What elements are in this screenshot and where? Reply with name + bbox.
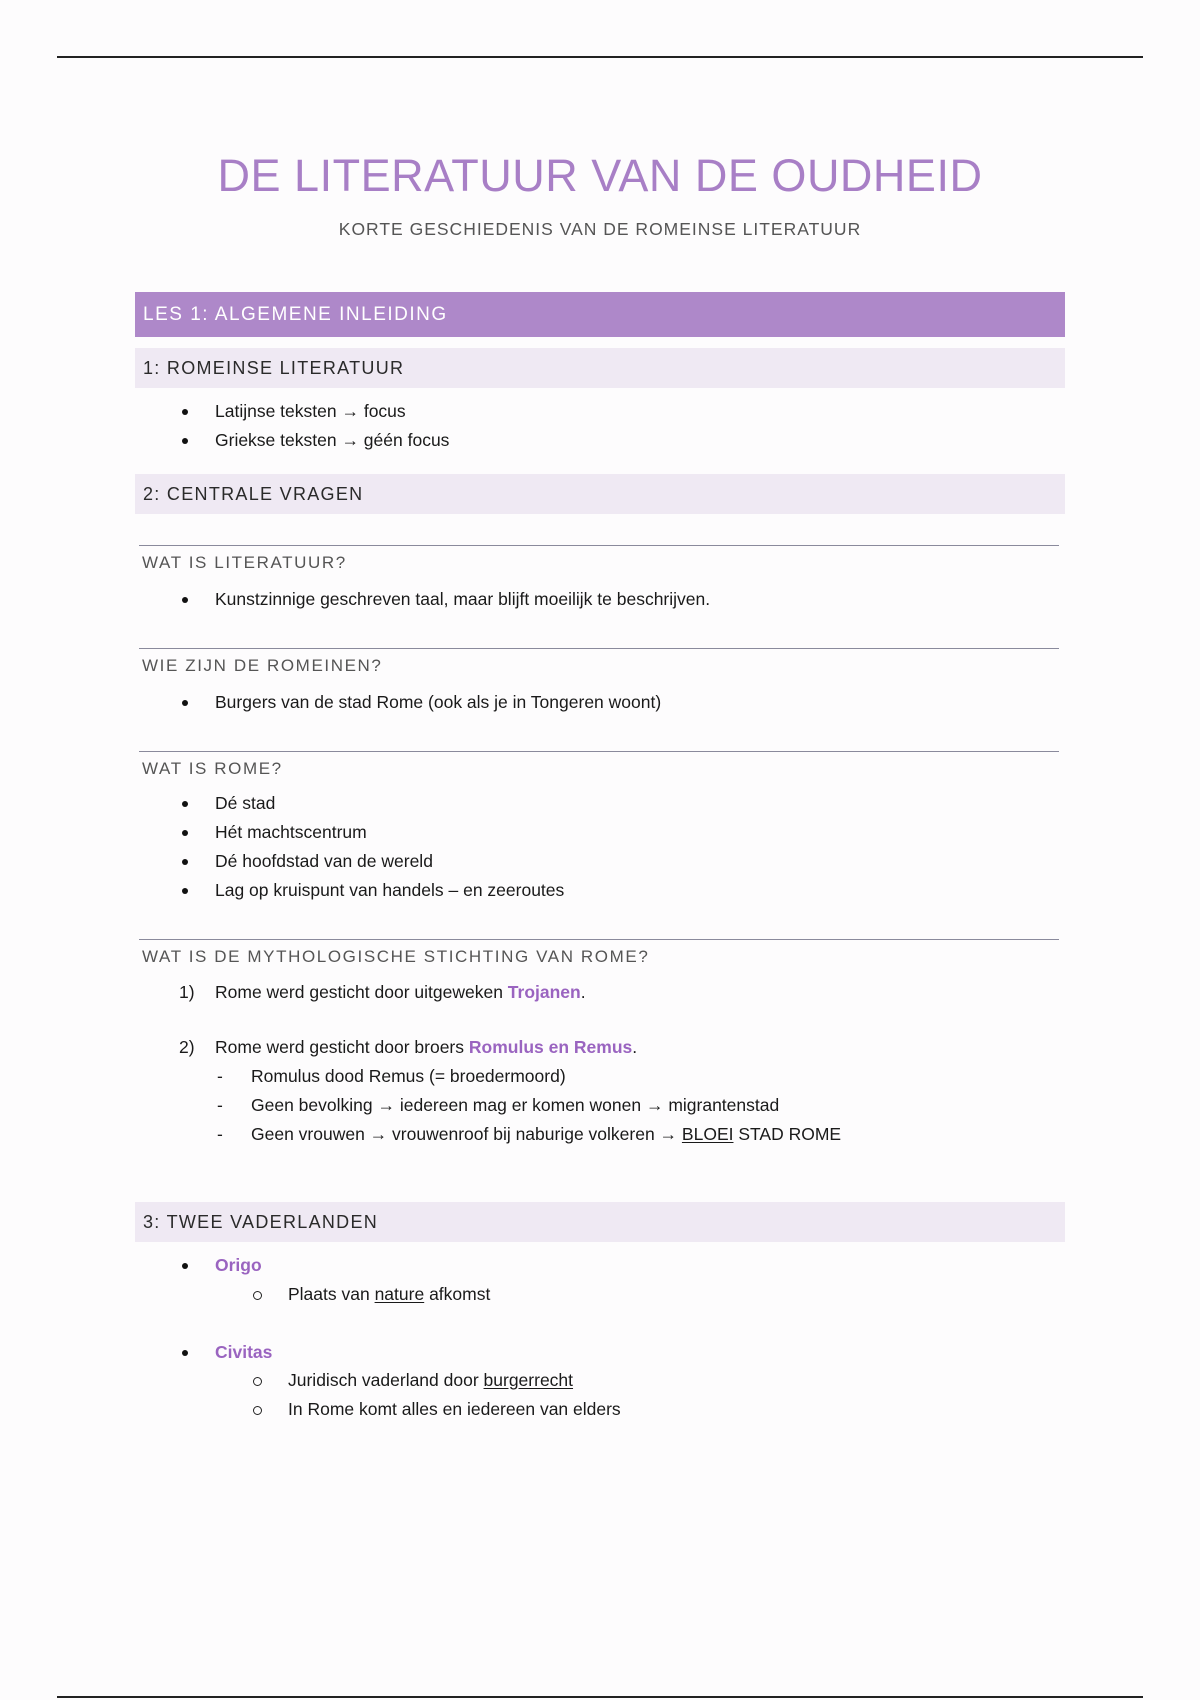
list-item: Dé hoofdstad van de wereld xyxy=(135,847,1065,876)
stichting-list xyxy=(135,978,1065,1062)
heading-section-3: 3: TWEE VADERLANDEN xyxy=(135,1202,1065,1242)
list-item: Griekse teksten → géén focus xyxy=(135,426,1065,455)
heading-question-rome: WAT IS ROME? xyxy=(139,751,1059,779)
section-3-list-2 xyxy=(135,1338,1065,1367)
page-subtitle: KORTE GESCHIEDENIS VAN DE ROMEINSE LITERATUUR xyxy=(338,219,862,239)
question-3-list xyxy=(135,789,1065,905)
list-item: Dé stad xyxy=(135,789,1065,818)
dash-item: - Geen vrouwen → vrouwenroof bij naburige volkeren → BLOEI STAD ROME xyxy=(135,1120,1065,1149)
underlined-text: BLOEI xyxy=(681,1124,734,1144)
list-item: Hét machtscentrum xyxy=(135,818,1065,847)
question-1-list xyxy=(135,585,1065,614)
top-rule xyxy=(57,56,1143,58)
highlight-civitas: Civitas xyxy=(215,1342,273,1362)
sub-list-item: In Rome komt alles en iedereen van elders xyxy=(135,1395,1065,1424)
heading-les1: LES 1: ALGEMENE INLEIDING xyxy=(135,292,1065,337)
underlined-text: burgerrecht xyxy=(483,1370,574,1390)
question-2-list xyxy=(135,688,1065,717)
list-item: Kunstzinnige geschreven taal, maar blijft moeilijk te beschrijven. xyxy=(135,585,1065,614)
sub-list-item: Plaats van nature afkomst xyxy=(135,1280,1065,1309)
list-item xyxy=(135,1251,1065,1280)
sub-list-item: Juridisch vaderland door burgerrecht xyxy=(135,1366,1065,1395)
item-number: 2) xyxy=(179,1037,195,1057)
heading-question-literatuur: WAT IS LITERATUUR? xyxy=(139,545,1059,573)
section-3-list xyxy=(135,1251,1065,1280)
highlight-origo: Origo xyxy=(215,1255,262,1275)
heading-question-stichting: WAT IS DE MYTHOLOGISCHE STICHTING VAN ROME? xyxy=(139,939,1059,967)
heading-section-2: 2: CENTRALE VRAGEN xyxy=(135,474,1065,514)
numbered-item: 1) Rome werd gesticht door uitgeweken Trojanen. xyxy=(135,978,1065,1007)
section-1-list xyxy=(135,397,1065,455)
numbered-item: 2) Rome werd gesticht door broers Romulus en Remus. xyxy=(135,1033,1065,1062)
heading-question-romeinen: WIE ZIJN DE ROMEINEN? xyxy=(139,648,1059,676)
bottom-rule xyxy=(57,1696,1143,1698)
dash-item: - Romulus dood Remus (= broedermoord) xyxy=(135,1062,1065,1091)
list-item: Lag op kruispunt van handels – en zeeroutes xyxy=(135,876,1065,905)
list-item: Burgers van de stad Rome (ook als je in Tongeren woont) xyxy=(135,688,1065,717)
page-title: DE LITERATUUR VAN DE OUDHEID xyxy=(217,150,983,201)
list-item xyxy=(135,1338,1065,1367)
highlight-romulus-remus: Romulus en Remus xyxy=(468,1037,633,1057)
heading-section-1: 1: ROMEINSE LITERATUUR xyxy=(135,348,1065,388)
dash-item: - Geen bevolking → iedereen mag er komen wonen → migrantenstad xyxy=(135,1091,1065,1120)
item-number: 1) xyxy=(179,982,195,1002)
document-body xyxy=(135,292,1065,1424)
highlight-trojanen: Trojanen xyxy=(507,982,581,1002)
list-item: Latijnse teksten → focus xyxy=(135,397,1065,426)
underlined-text: nature xyxy=(374,1284,425,1304)
